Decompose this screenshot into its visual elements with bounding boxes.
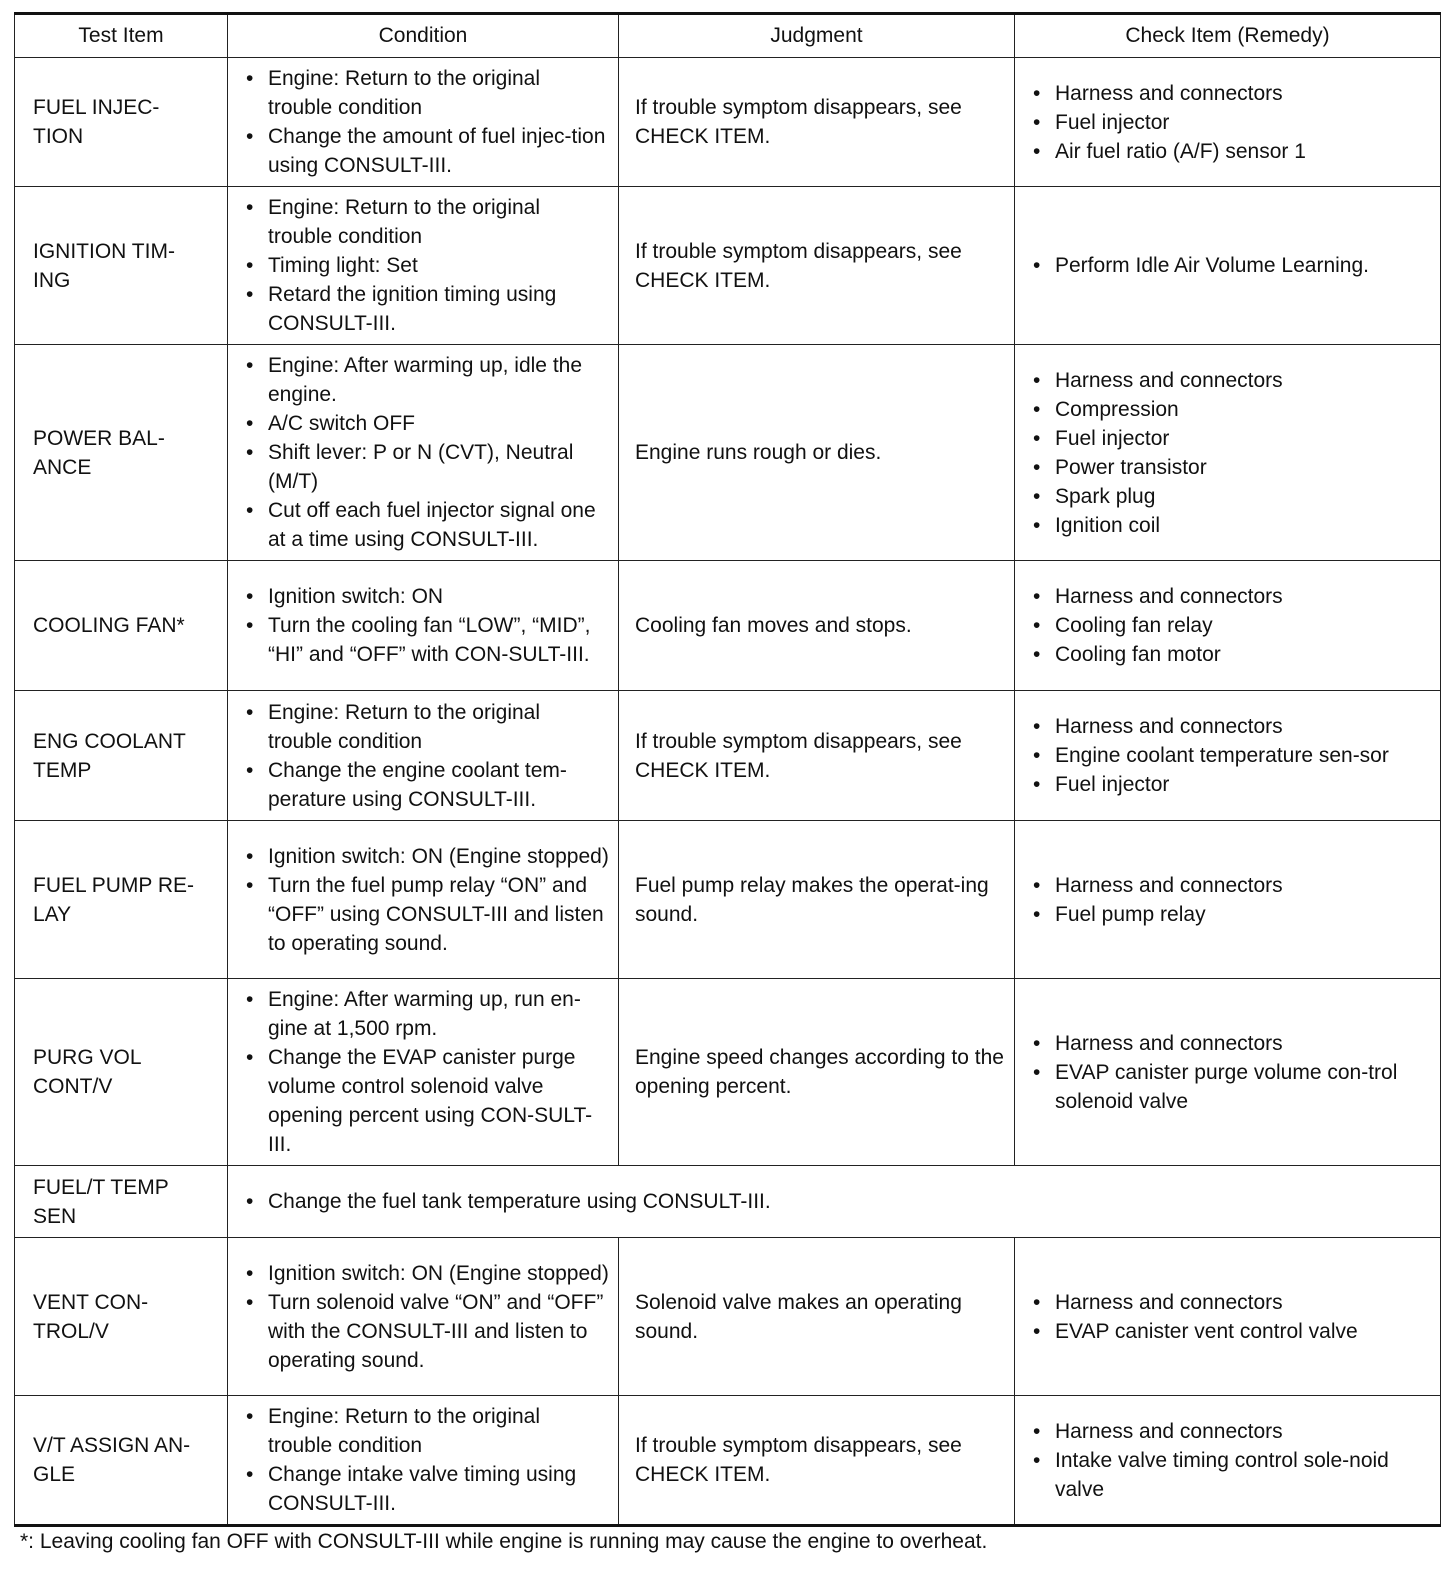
condition-item: • Change intake valve timing using CONSULT-III. [244,1460,610,1518]
check-item: • Fuel pump relay [1031,900,1432,929]
check-item: • Harness and connectors [1031,79,1432,108]
judgment-cell: Fuel pump relay makes the operat-ing sound. [619,821,1015,979]
condition-item: • Change the amount of fuel injec-tion using CONSULT-III. [244,122,610,180]
check-item: • Harness and connectors [1031,1417,1432,1446]
condition-item: • Retard the ignition timing using CONSULT-III. [244,280,610,338]
judgment-cell: Engine runs rough or dies. [619,345,1015,561]
header-judgment: Judgment [619,14,1015,58]
table-row [15,979,1441,1166]
test-item-text: LAY [33,902,72,926]
condition-item: • A/C switch OFF [244,409,610,438]
condition-cell [228,187,619,345]
check-item: • Harness and connectors [1031,712,1432,741]
test-item-cell [15,1396,228,1526]
condition-item: • Ignition switch: ON (Engine stopped) [244,842,610,871]
condition-item: • Turn the fuel pump relay “ON” and “OFF” using CONSULT-III and listen to operating sound. [244,871,610,958]
condition-cell [228,1396,619,1526]
condition-item: • Change the fuel tank temperature using CONSULT-III. [244,1187,1432,1216]
table-row [15,58,1441,187]
check-item-cell [1015,979,1441,1166]
check-item: • Intake valve timing control sole-noid valve [1031,1446,1432,1504]
check-item: • Harness and connectors [1031,366,1432,395]
test-item-text: POWER BAL- [33,426,165,450]
test-item-text: ING [33,268,71,292]
condition-item: • Engine: Return to the original trouble condition [244,1402,610,1460]
test-item-text: FUEL/T TEMP [33,1175,169,1199]
test-item-text: SEN [33,1204,77,1228]
check-item: • Perform Idle Air Volume Learning. [1031,251,1432,280]
test-item-cell [15,691,228,821]
test-item-text: PURG VOL [33,1046,142,1069]
judgment-cell: If trouble symptom disappears, see CHECK ITEM. [619,1396,1015,1526]
judgment-cell: If trouble symptom disappears, see CHECK ITEM. [619,691,1015,821]
condition-item: • Turn the cooling fan “LOW”, “MID”, “HI” and “OFF” with CON-SULT-III. [244,611,610,669]
test-item-text: COOLING FAN* [33,614,185,637]
check-item: • Engine coolant temperature sen-sor [1031,741,1432,770]
check-item-cell [1015,1238,1441,1396]
condition-item: • Engine: Return to the original trouble condition [244,64,610,122]
header-test-item: Test Item [15,14,228,58]
table-row [15,345,1441,561]
condition-cell [228,691,619,821]
table-row [15,1396,1441,1526]
condition-item: • Change the EVAP canister purge volume control solenoid valve opening percent using CON-SULT-III. [244,1043,610,1159]
judgment-cell: Cooling fan moves and stops. [619,561,1015,691]
condition-item: • Ignition switch: ON [244,582,610,611]
check-item: • Harness and connectors [1031,871,1432,900]
check-item: • Power transistor [1031,453,1432,482]
check-item: • Fuel injector [1031,424,1432,453]
test-item-text: TROL/V [33,1319,109,1343]
check-item-cell [1015,561,1441,691]
check-item: • EVAP canister purge volume con-trol solenoid valve [1031,1058,1432,1116]
judgment-cell: Engine speed changes according to the opening percent. [619,979,1015,1166]
test-item-text: V/T ASSIGN AN- [33,1434,191,1457]
header-check-item: Check Item (Remedy) [1015,14,1441,58]
table-row [15,1238,1441,1396]
check-item: • Fuel injector [1031,108,1432,137]
check-item: • Harness and connectors [1031,582,1432,611]
condition-item: • Engine: After warming up, run en-gine at 1,500 rpm. [244,985,610,1043]
test-item-cell [15,187,228,345]
check-item: • Harness and connectors [1031,1029,1432,1058]
condition-cell [228,58,619,187]
check-item: • Spark plug [1031,482,1432,511]
check-item: • EVAP canister vent control valve [1031,1317,1432,1346]
test-item-cell [15,979,228,1166]
footnote: *: Leaving cooling fan OFF with CONSULT-III while engine is running may cause the engine to overheat. [20,1530,988,1553]
condition-span-cell [228,1166,1441,1238]
condition-item: • Turn solenoid valve “ON” and “OFF” with the CONSULT-III and listen to operating sound. [244,1288,610,1375]
check-item-cell [1015,58,1441,187]
test-item-cell [15,561,228,691]
check-item-cell [1015,345,1441,561]
test-item-text: TION [33,125,84,148]
table-row [15,561,1441,691]
condition-cell [228,1238,619,1396]
judgment-cell: If trouble symptom disappears, see CHECK ITEM. [619,58,1015,187]
test-item-text: ANCE [33,455,92,479]
condition-item: • Shift lever: P or N (CVT), Neutral (M/T) [244,438,610,496]
condition-item: • Cut off each fuel injector signal one at a time using CONSULT-III. [244,496,610,554]
condition-item: • Engine: Return to the original trouble condition [244,193,610,251]
condition-item: • Change the engine coolant tem-perature using CONSULT-III. [244,756,610,814]
check-item: • Compression [1031,395,1432,424]
header-row [15,14,1441,58]
header-condition: Condition [228,14,619,58]
check-item-cell [1015,821,1441,979]
condition-cell [228,979,619,1166]
check-item-cell [1015,1396,1441,1526]
check-item: • Air fuel ratio (A/F) sensor 1 [1031,137,1432,166]
check-item: • Cooling fan relay [1031,611,1432,640]
condition-item: • Timing light: Set [244,251,610,280]
test-item-text: FUEL PUMP RE- [33,873,195,897]
test-item-text: IGNITION TIM- [33,239,175,263]
test-item-text: ENG COOLANT [33,729,186,753]
check-item-cell [1015,187,1441,345]
test-item-cell [15,1238,228,1396]
test-item-text: VENT CON- [33,1290,149,1314]
condition-cell [228,821,619,979]
condition-item: • Ignition switch: ON (Engine stopped) [244,1259,610,1288]
judgment-cell: Solenoid valve makes an operating sound. [619,1238,1015,1396]
table-row [15,187,1441,345]
table-row [15,1166,1441,1238]
test-item-cell [15,1166,228,1238]
table-body [15,58,1441,1526]
condition-item: • Engine: Return to the original trouble condition [244,698,610,756]
active-test-table [14,12,1441,1527]
test-item-cell [15,821,228,979]
check-item: • Cooling fan motor [1031,640,1432,669]
table-row [15,691,1441,821]
test-item-text: CONT/V [33,1075,113,1098]
check-item: • Ignition coil [1031,511,1432,540]
check-item: • Fuel injector [1031,770,1432,799]
check-item: • Harness and connectors [1031,1288,1432,1317]
active-test-table-container [14,12,1440,1527]
table-row [15,821,1441,979]
check-item-cell [1015,691,1441,821]
condition-cell [228,561,619,691]
test-item-text: FUEL INJEC- [33,96,160,119]
test-item-text: GLE [33,1463,76,1486]
condition-item: • Engine: After warming up, idle the engine. [244,351,610,409]
test-item-cell [15,345,228,561]
test-item-cell [15,58,228,187]
judgment-cell: If trouble symptom disappears, see CHECK ITEM. [619,187,1015,345]
condition-cell [228,345,619,561]
test-item-text: TEMP [33,758,92,782]
